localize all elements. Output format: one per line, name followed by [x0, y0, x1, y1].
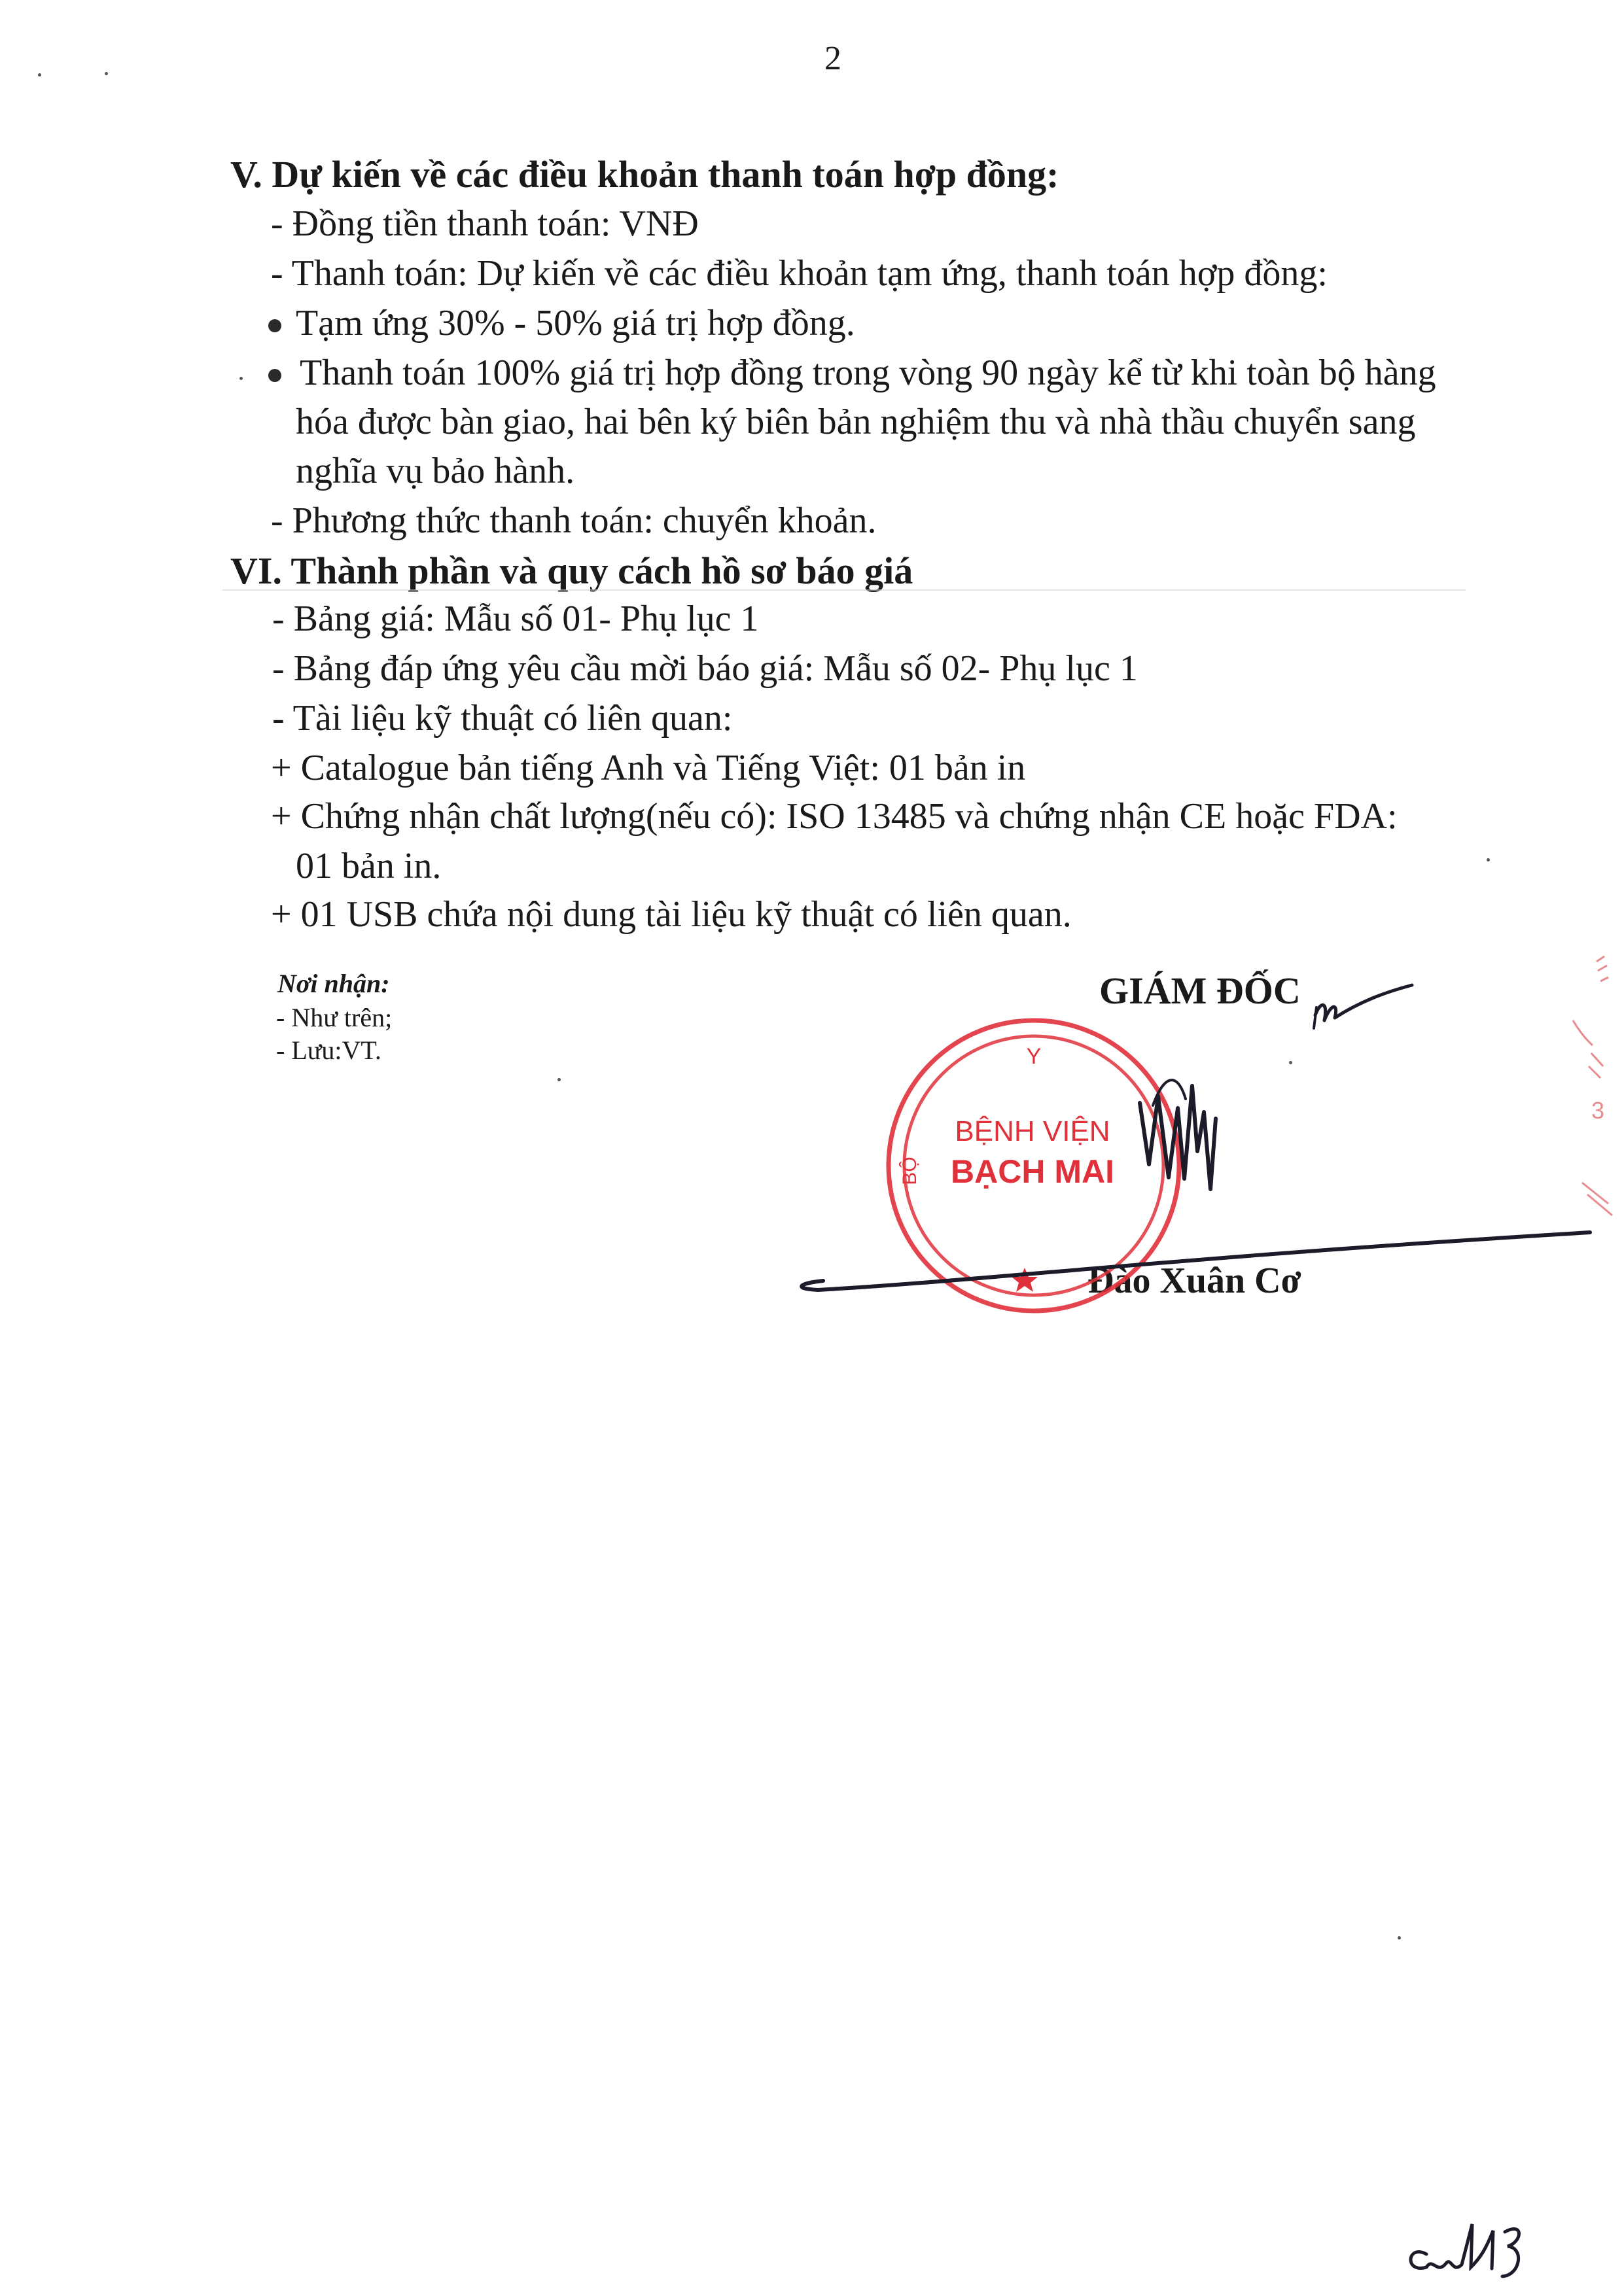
section-vi-item-usb: + 01 USB chứa nội dung tài liệu kỹ thuật có liên quan. — [271, 894, 1072, 935]
svg-text:BỆNH VIỆN: BỆNH VIỆN — [955, 1115, 1110, 1147]
svg-text:Y: Y — [1026, 1044, 1042, 1069]
svg-text:BẠCH MAI: BẠCH MAI — [951, 1153, 1114, 1190]
initials-mark — [1411, 2224, 1519, 2276]
signer-name: Đào Xuân Cơ — [1087, 1261, 1301, 1301]
section-vi-item-price-table: - Bảng giá: Mẫu số 01- Phụ lục 1 — [272, 599, 759, 639]
section-v-item-payment: - Thanh toán: Dự kiến về các điều khoản tạm ứng, thanh toán hợp đồng: — [271, 253, 1328, 294]
scan-speck — [239, 377, 243, 380]
section-vi-item-catalogue: + Catalogue bản tiếng Anh và Tiếng Việt: 01 bản in — [271, 748, 1026, 788]
section-vi-item-response-table: - Bảng đáp ứng yêu cầu mời báo giá: Mẫu số 02- Phụ lục 1 — [272, 648, 1138, 689]
scan-speck — [1289, 1061, 1292, 1064]
section-v-item-advance: Tạm ứng 30% - 50% giá trị hợp đồng. — [296, 303, 855, 343]
signature-strokes — [802, 985, 1590, 1290]
recipients-label: Nơi nhận: — [277, 969, 390, 998]
margin-stamp-fragment — [1573, 956, 1612, 1215]
scan-speck — [557, 1078, 561, 1081]
svg-text:3: 3 — [1591, 1097, 1605, 1124]
section-vi-heading: VI. Thành phần và quy cách hồ sơ báo giá — [230, 549, 913, 592]
red-stamp — [889, 1020, 1179, 1311]
recipient-item: - Như trên; — [276, 1003, 393, 1032]
scan-speck — [38, 73, 41, 77]
svg-text:BỘ: BỘ — [899, 1157, 921, 1185]
section-v-item-currency: - Đồng tiền thanh toán: VNĐ — [271, 203, 699, 244]
scan-speck — [105, 72, 108, 75]
section-vi-item-certificate-line1: + Chứng nhận chất lượng(nếu có): ISO 13485 và chứng nhận CE hoặc FDA: — [271, 796, 1398, 837]
recipient-item: - Lưu:VT. — [276, 1035, 381, 1065]
section-vi-item-certificate-line2: 01 bản in. — [296, 846, 442, 886]
section-v-item-full-payment-line1: Thanh toán 100% giá trị hợp đồng trong vòng 90 ngày kể từ khi toàn bộ hàng — [300, 353, 1436, 393]
section-v-item-full-payment-line2: hóa được bàn giao, hai bên ký biên bản nghiệm thu và nhà thầu chuyển sang — [296, 402, 1416, 442]
section-v-item-method: - Phương thức thanh toán: chuyển khoản. — [271, 500, 877, 541]
section-v-item-full-payment-line3: nghĩa vụ bảo hành. — [296, 451, 575, 491]
scan-speck — [1487, 858, 1490, 861]
signer-title: GIÁM ĐỐC — [1099, 969, 1301, 1012]
page-number: 2 — [824, 40, 841, 77]
scan-speck — [1398, 1936, 1401, 1939]
section-v-heading: V. Dự kiến về các điều khoản thanh toán hợp đồng: — [230, 153, 1059, 196]
section-vi-item-technical-docs: - Tài liệu kỹ thuật có liên quan: — [272, 698, 733, 739]
